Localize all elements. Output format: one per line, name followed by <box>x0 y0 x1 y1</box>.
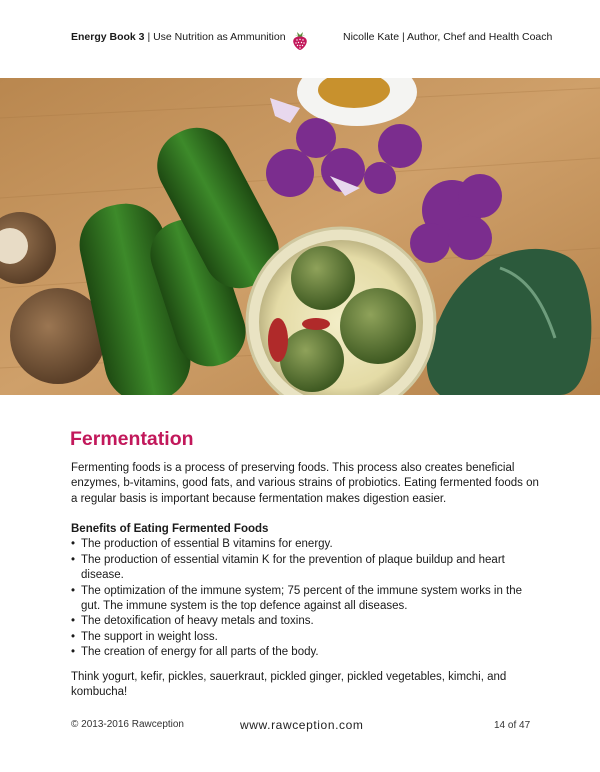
benefit-text: The support in weight loss. <box>81 630 218 643</box>
page-header <box>0 30 600 50</box>
bullet-icon: • <box>71 630 76 643</box>
copyright-notice: © 2013-2016 Rawception <box>71 719 184 730</box>
benefit-text: The production of essential vitamin K for the prevention of plaque buildup and heart disease. <box>81 553 505 582</box>
list-item <box>71 614 541 629</box>
benefit-text: The detoxification of heavy metals and toxins. <box>81 615 314 628</box>
bullet-icon: • <box>71 615 76 628</box>
page-footer <box>0 719 600 737</box>
benefit-text: The production of essential B vitamins for energy. <box>81 538 333 551</box>
benefits-heading: Benefits of Eating Fermented Foods <box>71 523 269 535</box>
list-item <box>71 645 541 660</box>
list-item <box>71 553 541 584</box>
benefit-text: The creation of energy for all parts of the body. <box>81 646 319 659</box>
benefits-list <box>71 537 541 660</box>
author-credit: Nicolle Kate | Author, Chef and Health Coach <box>343 31 553 43</box>
list-item <box>71 537 541 552</box>
page-number: 14 of 47 <box>494 720 531 731</box>
bullet-icon: • <box>71 584 76 597</box>
bullet-icon: • <box>71 553 76 566</box>
bullet-icon: • <box>71 646 76 659</box>
list-item <box>71 630 541 645</box>
book-subtitle: Use Nutrition as Ammunition <box>153 31 286 43</box>
bullet-icon: • <box>71 538 76 551</box>
book-title <box>71 31 286 43</box>
fermentation-photo <box>0 78 600 395</box>
title-separator: | <box>144 31 154 43</box>
closing-paragraph: Think yogurt, kefir, pickles, sauerkraut, pickled ginger, pickled vegetables, kimchi, and kombucha! <box>71 671 507 699</box>
benefits-section <box>71 522 541 661</box>
list-item <box>71 584 541 615</box>
book-name: Energy Book 3 <box>71 31 145 43</box>
website-link[interactable]: www.rawception.com <box>240 718 364 732</box>
intro-paragraph: Fermenting foods is a process of preserving foods. This process also creates beneficial enzymes, b-vitamins, good fats, and various strains of probiotics. Eating fermented foods on a regular basis is important because fermentation makes digestion easier. <box>71 462 539 505</box>
section-title: Fermentation <box>70 428 194 450</box>
benefit-text: The optimization of the immune system; 75 percent of the immune system works in the gut. The immune system is the top defence against all diseases. <box>81 584 523 613</box>
strawberry-icon <box>291 29 309 51</box>
